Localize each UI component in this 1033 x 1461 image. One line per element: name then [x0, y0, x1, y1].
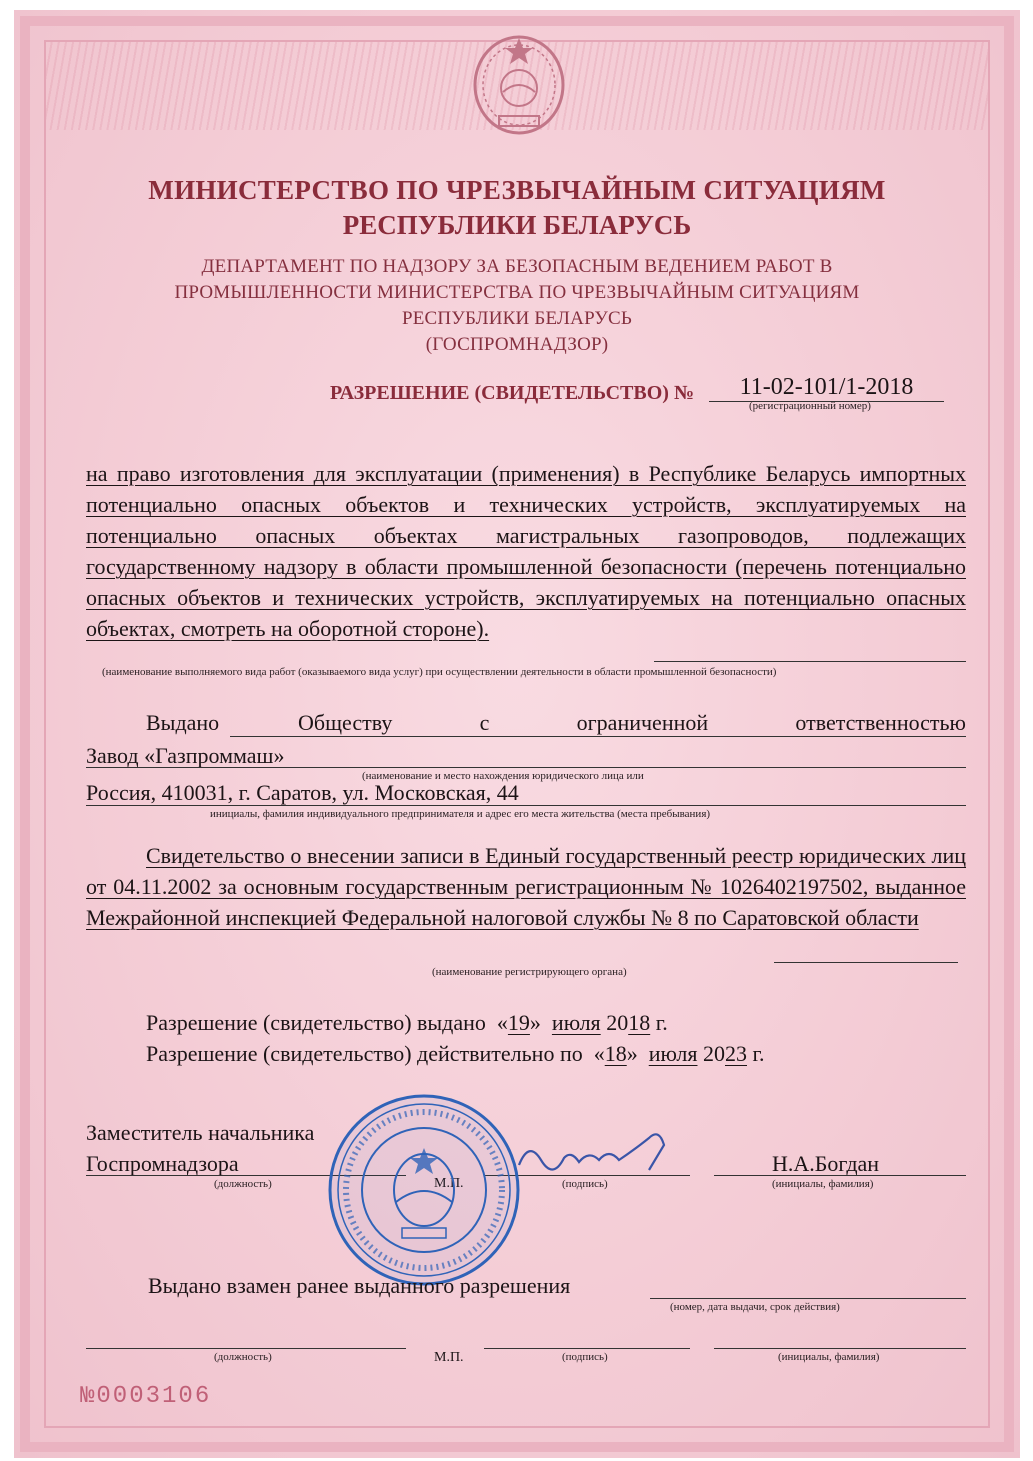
issued-address: Россия, 410031, г. Саратов, ул. Московская, 44 [86, 780, 519, 805]
scope-caption: (наименование выполняемого вида работ (оказываемого вида услуг) при осуществлении деятельности в области промышленной безопасности) [102, 666, 777, 678]
bottom-stamp-mark: М.П. [434, 1350, 464, 1365]
bottom-sign-caption: (подпись) [562, 1351, 608, 1363]
permit-number: 11-02-101/1-2018 [709, 374, 944, 402]
permit-label: РАЗРЕШЕНИЕ (СВИДЕТЕЛЬСТВО) № [330, 382, 695, 404]
issued-year-abbr: г. [655, 1010, 668, 1035]
issued-month: июля [551, 1010, 601, 1035]
bottom-name-caption: (инициалы, фамилия) [778, 1351, 880, 1363]
issued-label: Выдано [146, 710, 220, 735]
issued-date-label: Разрешение (свидетельство) выдано [146, 1010, 486, 1035]
blank-serial-number: №0003106 [80, 1383, 212, 1410]
ministry-title-line1: МИНИСТЕРСТВО ПО ЧРЕЗВЫЧАЙНЫМ СИТУАЦИЯМ [148, 175, 886, 205]
valid-year-prefix: 20 [703, 1041, 725, 1066]
ministry-title-line2: РЕСПУБЛИКИ БЕЛАРУСЬ [342, 210, 692, 240]
scope-text: на право изготовления для эксплуатации (применения) в Республике Беларусь импортных потенциально опасных объектов и технических устройств, эксплуатируемых на потенциально опасных объектах магистральных газопроводов, подлежащих государственному надзору в области промышленной безопасности (перечень потенциально опасных объектов и технических устройств, эксплуатируемых на потенциально опасных объектах, смотреть на оборотной стороне). [86, 461, 966, 641]
bottom-position-rule [86, 1348, 406, 1349]
valid-year-suffix: 23 [725, 1041, 747, 1066]
issued-year-prefix: 20 [606, 1010, 629, 1035]
issued-day: 19 [507, 1010, 530, 1035]
bottom-sign-rule [484, 1348, 690, 1349]
registration-caption: (наименование регистрирующего органа) [432, 966, 627, 978]
bottom-position-caption: (должность) [214, 1351, 272, 1363]
department-line1: ДЕПАРТАМЕНТ ПО НАДЗОРУ ЗА БЕЗОПАСНЫМ ВЕДЕНИЕМ РАБОТ В [201, 256, 833, 277]
official-seal-icon [324, 1090, 524, 1290]
sign-caption: (подпись) [562, 1178, 608, 1190]
position-caption: (должность) [214, 1178, 272, 1190]
issued-rule3 [86, 805, 966, 806]
valid-date-label: Разрешение (свидетельство) действительно по [146, 1041, 583, 1066]
valid-day: 18 [604, 1041, 627, 1066]
issued-date-row: Разрешение (свидетельство) выдано «19» июля 2018 г. [146, 1010, 668, 1035]
registration-rule [774, 962, 958, 963]
valid-year-abbr: г. [752, 1041, 765, 1066]
replacement-rule [650, 1298, 966, 1299]
issued-rule1 [230, 736, 966, 737]
state-emblem-icon [469, 30, 569, 140]
name-caption: (инициалы, фамилия) [772, 1178, 874, 1190]
issued-caption2: инициалы, фамилия индивидуального предпринимателя и адрес его места жительства (места пребывания) [210, 808, 711, 820]
replacement-label: Выдано взамен ранее выданного разрешения [148, 1273, 571, 1298]
issued-to-line2: Завод «Газпроммаш» [86, 743, 285, 768]
signer-name: Н.А.Богдан [772, 1151, 880, 1176]
department-line3: РЕСПУБЛИКИ БЕЛАРУСЬ [401, 308, 632, 329]
certificate-sheet [14, 10, 1020, 1458]
bottom-name-rule [714, 1348, 966, 1349]
replacement-caption: (номер, дата выдачи, срок действия) [670, 1301, 840, 1313]
issued-rule2 [86, 767, 966, 768]
signer-position-line1: Заместитель начальника [86, 1120, 315, 1145]
issued-year-suffix: 18 [628, 1010, 651, 1035]
handwritten-signature-icon [509, 1120, 679, 1180]
department-line4: (ГОСПРОМНАДЗОР) [425, 334, 609, 355]
issued-to-line1: Обществу с ограниченной ответственностью [298, 710, 966, 735]
signer-position-line2: Госпромнадзора [86, 1151, 239, 1176]
valid-date-row: Разрешение (свидетельство) действительно по «18» июля 2023 г. [146, 1041, 765, 1066]
issued-caption1: (наименование и место нахождения юридического лица или [362, 770, 644, 782]
valid-month: июля [648, 1041, 698, 1066]
permit-number-caption: (регистрационный номер) [749, 400, 871, 412]
scope-rule [654, 661, 966, 662]
department-line2: ПРОМЫШЛЕННОСТИ МИНИСТЕРСТВА ПО ЧРЕЗВЫЧАЙНЫМ СИТУАЦИЯМ [174, 282, 860, 303]
registration-text: Свидетельство о внесении записи в Единый государственный реестр юридических лиц от 04.11.2002 за основным государственным регистрационным № 1026402197502, выданное Межрайонной инспекцией Федеральной налоговой службы № 8 по Саратовской области [86, 843, 966, 930]
name-rule [714, 1175, 966, 1176]
